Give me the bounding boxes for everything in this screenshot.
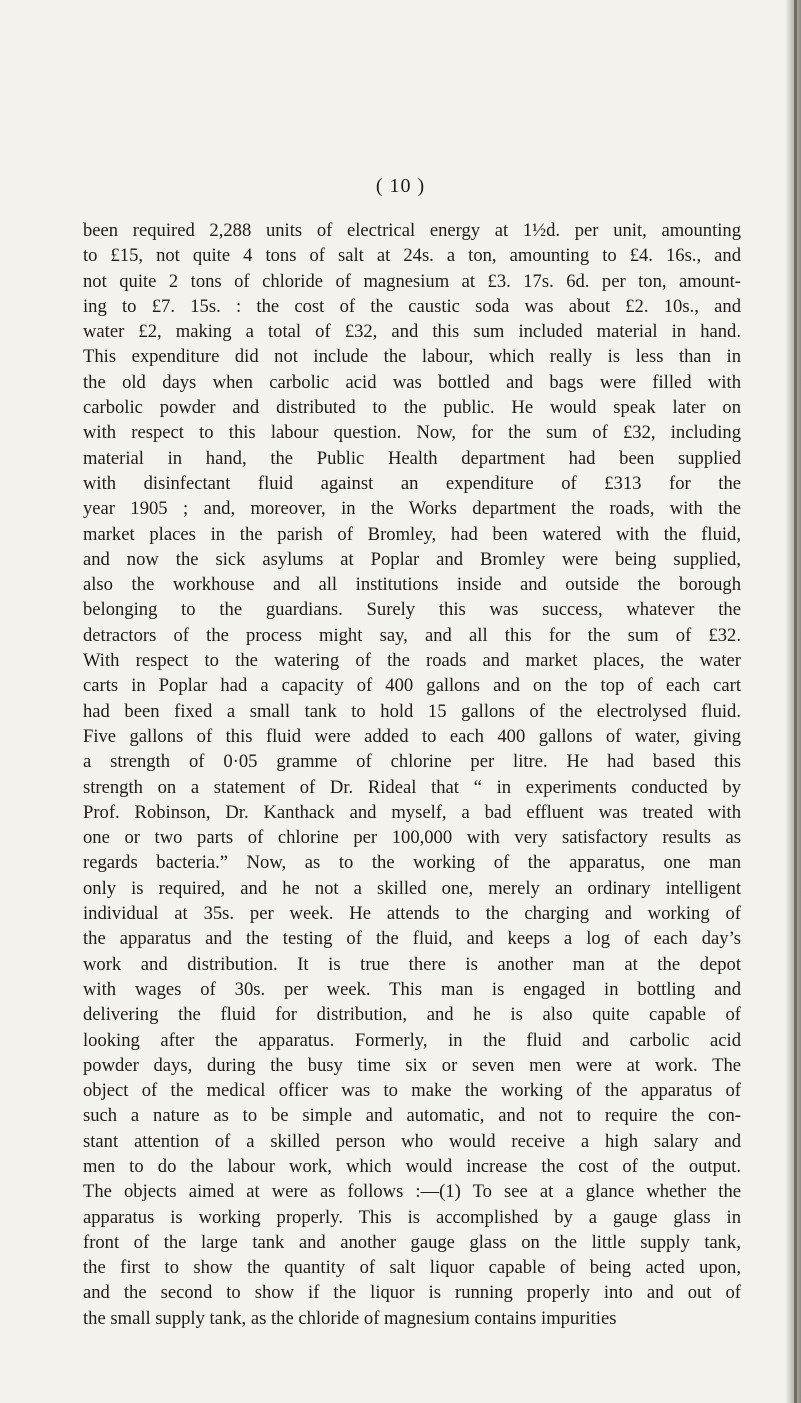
text-line: one or two parts of chlorine per 100,000 with very satisfactory results as: [83, 827, 741, 849]
text-line: powder days, during the busy time six or seven men were at work. The: [83, 1054, 741, 1076]
text-line: the small supply tank, as the chloride of magnesium contains impurities: [83, 1307, 617, 1329]
text-line: the apparatus and the testing of the fluid, and keeps a log of each day’s: [83, 928, 741, 950]
text-line: work and distribution. It is true there is another man at the depot: [83, 953, 741, 975]
text-line: delivering the fluid for distribution, and he is also quite capable of: [83, 1004, 741, 1026]
text-line: to £15, not quite 4 tons of salt at 24s. a ton, amounting to £4. 16s., and: [83, 245, 741, 267]
page-number: ( 10 ): [375, 175, 426, 197]
text-line: individual at 35s. per week. He attends to the charging and working of: [83, 903, 741, 925]
text-line: material in hand, the Public Health department had been supplied: [83, 447, 741, 469]
text-line: The objects aimed at were as follows :—(1) To see at a glance whether the: [83, 1181, 741, 1203]
text-line: with wages of 30s. per week. This man is engaged in bottling and: [83, 978, 741, 1000]
text-line: with disinfectant fluid against an expenditure of £313 for the: [83, 472, 741, 494]
text-line: a strength of 0·05 gramme of chlorine per litre. He had based this: [83, 751, 741, 773]
text-line: the first to show the quantity of salt liquor capable of being acted upon,: [83, 1257, 741, 1279]
text-line: water £2, making a total of £32, and this sum included material in hand.: [83, 321, 741, 343]
text-line: detractors of the process might say, and all this for the sum of £32.: [83, 624, 741, 646]
text-line: apparatus is working properly. This is accomplished by a gauge glass in: [83, 1206, 741, 1228]
text-line: object of the medical officer was to make the working of the apparatus of: [83, 1080, 741, 1102]
text-line: such a nature as to be simple and automatic, and not to require the con-: [83, 1105, 741, 1127]
text-line: year 1905 ; and, moreover, in the Works department the roads, with the: [83, 498, 741, 520]
text-line: Prof. Robinson, Dr. Kanthack and myself, a bad effluent was treated with: [83, 801, 741, 823]
text-line: and the second to show if the liquor is running properly into and out of: [83, 1282, 741, 1304]
text-line: not quite 2 tons of chloride of magnesium at £3. 17s. 6d. per ton, amount-: [83, 270, 741, 292]
page-edge-line: [794, 0, 797, 1403]
text-line: the old days when carbolic acid was bottled and bags were filled with: [83, 371, 741, 393]
text-line: looking after the apparatus. Formerly, in the fluid and carbolic acid: [83, 1029, 741, 1051]
text-line: carbolic powder and distributed to the public. He would speak later on: [83, 397, 741, 419]
text-line: market places in the parish of Bromley, had been watered with the fluid,: [83, 523, 741, 545]
text-line: With respect to the watering of the roads and market places, the water: [83, 650, 741, 672]
text-line: had been fixed a small tank to hold 15 gallons of the electrolysed fluid.: [83, 700, 741, 722]
text-line: ing to £7. 15s. : the cost of the caustic soda was about £2. 10s., and: [83, 295, 741, 317]
text-line: This expenditure did not include the labour, which really is less than in: [83, 346, 741, 368]
text-line: belonging to the guardians. Surely this was success, whatever the: [83, 599, 741, 621]
text-line: also the workhouse and all institutions inside and outside the borough: [83, 574, 741, 596]
text-line: men to do the labour work, which would increase the cost of the output.: [83, 1155, 741, 1177]
text-line: and now the sick asylums at Poplar and Bromley were being supplied,: [83, 548, 741, 570]
text-line: front of the large tank and another gauge glass on the little supply tank,: [83, 1231, 741, 1253]
page-edge-shadow: [785, 0, 801, 1403]
text-line: been required 2,288 units of electrical energy at 1½d. per unit, amounting: [83, 220, 741, 241]
text-line: strength on a statement of Dr. Rideal that “ in experiments conducted by: [83, 776, 741, 798]
text-line: with respect to this labour question. Now, for the sum of £32, including: [83, 422, 741, 444]
body-text: [83, 218, 741, 1331]
text-line: stant attention of a skilled person who would receive a high salary and: [83, 1130, 741, 1152]
text-line: carts in Poplar had a capacity of 400 gallons and on the top of each cart: [83, 675, 741, 697]
text-line: Five gallons of this fluid were added to each 400 gallons of water, giving: [83, 725, 741, 747]
text-line: regards bacteria.” Now, as to the working of the apparatus, one man: [83, 852, 741, 874]
text-line: only is required, and he not a skilled one, merely an ordinary intelligent: [83, 877, 741, 899]
